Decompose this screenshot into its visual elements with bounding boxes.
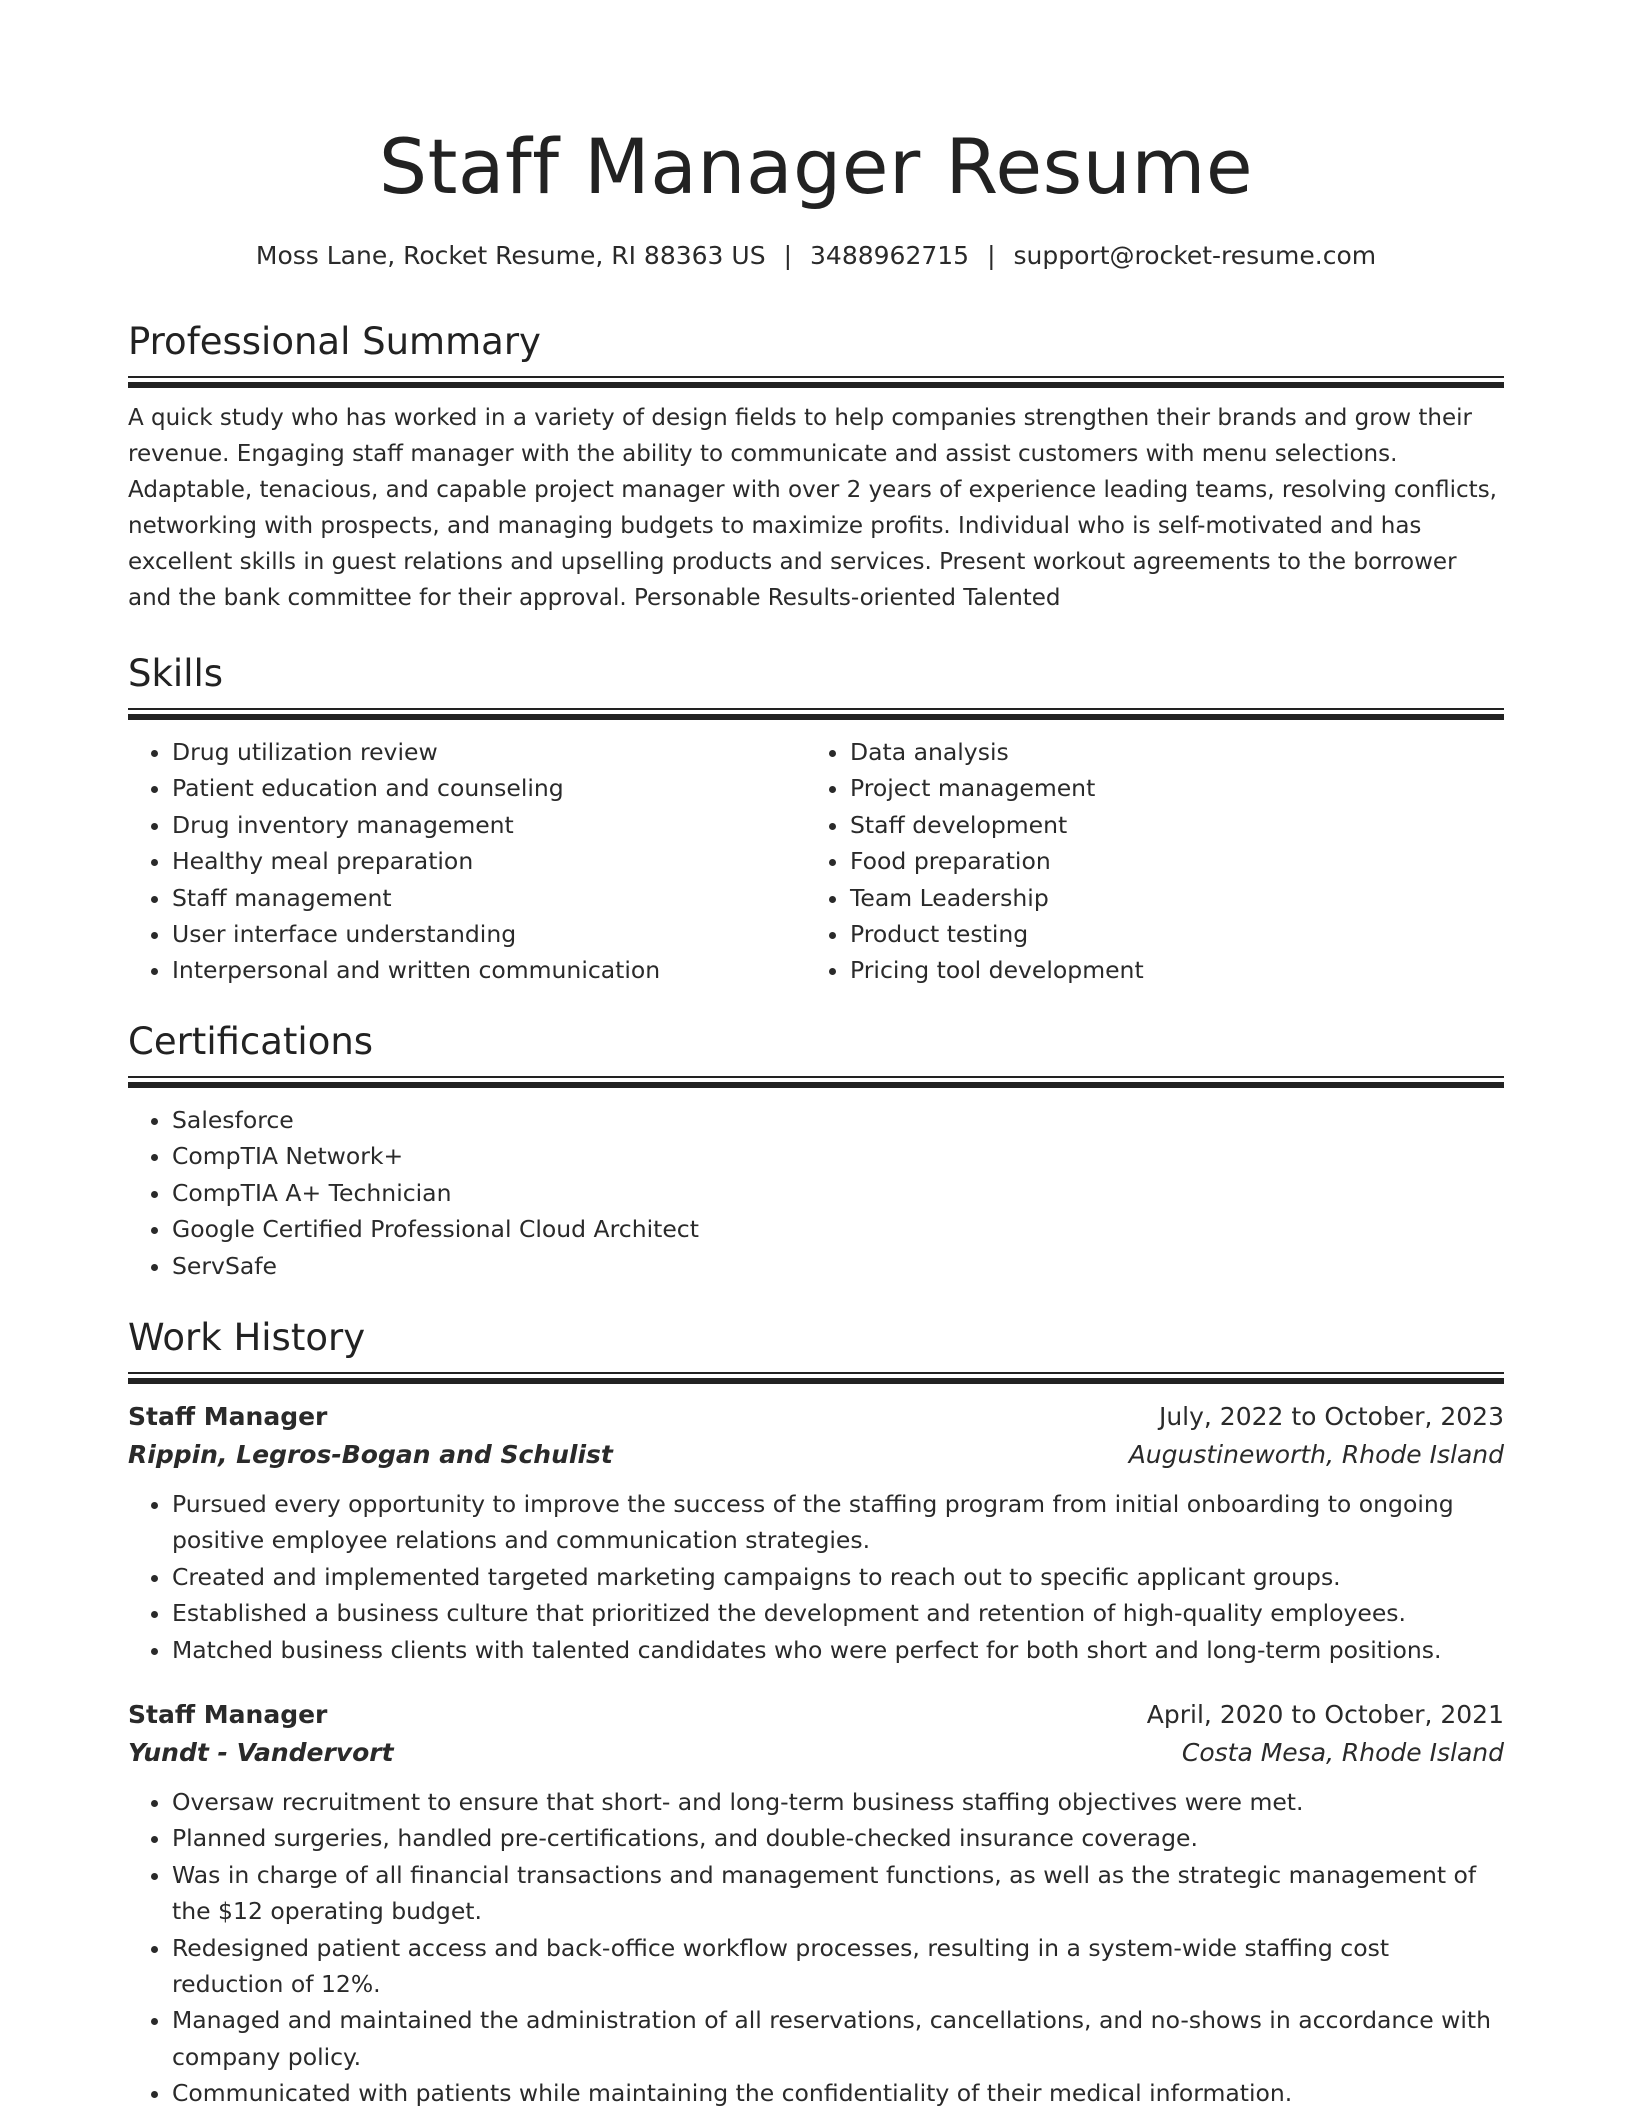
skills-heading: Skills: [128, 652, 224, 695]
skill-item: • Interpersonal and written communication: [172, 952, 806, 988]
certifications-section: [128, 1018, 1504, 1284]
certification-item: • CompTIA Network+: [172, 1138, 1504, 1174]
summary-section: [128, 318, 1504, 616]
contact-separator: |: [987, 241, 996, 270]
job-title: Staff Manager: [128, 1700, 328, 1730]
resume-title: Staff Manager Resume: [378, 122, 1254, 211]
skill-item: • Pricing tool development: [850, 952, 1484, 988]
skill-item: • Staff development: [850, 807, 1484, 843]
contact-separator: |: [783, 241, 793, 270]
section-divider: [128, 1372, 1504, 1384]
contact-line: [128, 240, 1504, 272]
job-bullet: • Matched business clients with talented candidates who were perfect for both short and long-term positions.: [172, 1632, 1504, 1668]
skills-list-right: [806, 734, 1484, 989]
summary-heading: Professional Summary: [128, 320, 541, 363]
section-divider: [128, 1076, 1504, 1088]
skill-item: • Product testing: [850, 916, 1484, 952]
job-bullet: • Established a business culture that prioritized the development and retention of high-quality employees.: [172, 1595, 1504, 1631]
skill-item: • Project management: [850, 770, 1484, 806]
job-dates: April, 2020 to October, 2021: [1146, 1700, 1504, 1730]
contact-phone: 3488962715: [810, 241, 970, 270]
job-entry: [128, 1696, 1504, 2112]
skill-item: • Team Leadership: [850, 880, 1484, 916]
contact-address: Moss Lane, Rocket Resume, RI 88363 US: [255, 241, 766, 270]
job-location: Costa Mesa, Rhode Island: [1181, 1738, 1504, 1768]
job-bullet: • Communicated with patients while maintaining the confidentiality of their medical information.: [172, 2075, 1504, 2111]
job-bullet: • Planned surgeries, handled pre-certifications, and double-checked insurance coverage.: [172, 1820, 1504, 1856]
summary-text: A quick study who has worked in a variety of design fields to help companies strengthen their brands and grow their revenue. Engaging staff manager with the ability to communicate and assist customers with menu selections. Adaptable, tenacious, and capable project manager with over 2 years of experience leading teams, resolving conflicts, networking with prospects, and managing budgets to maximize profits. Individual who is self-motivated and has excellent skills in guest relations and upselling products and services. Present workout agreements to the borrower and the bank committee for their approval. Personable Results-oriented Talented: [128, 405, 1497, 611]
certifications-heading: Certifications: [128, 1020, 374, 1063]
job-company: Rippin, Legros-Bogan and Schulist: [128, 1440, 613, 1469]
job-bullet: • Created and implemented targeted marketing campaigns to reach out to specific applicant groups.: [172, 1559, 1504, 1595]
job-bullet: • Pursued every opportunity to improve the success of the staffing program from initial onboarding to ongoing positive employee relations and communication strategies.: [172, 1486, 1504, 1559]
certification-item: • CompTIA A+ Technician: [172, 1175, 1504, 1211]
certification-item: • Salesforce: [172, 1102, 1504, 1138]
job-bullet: • Oversaw recruitment to ensure that short- and long-term business staffing objectives were met.: [172, 1784, 1504, 1820]
contact-email: support@rocket-resume.com: [1013, 241, 1377, 270]
job-bullet: • Redesigned patient access and back-office workflow processes, resulting in a system-wide staffing cost reduction of 12%.: [172, 1930, 1504, 2003]
work-history-heading: Work History: [128, 1316, 366, 1359]
section-divider: [128, 708, 1504, 720]
skill-item: • Drug inventory management: [172, 807, 806, 843]
skill-item: • Food preparation: [850, 843, 1484, 879]
job-location: Augustineworth, Rhode Island: [1128, 1440, 1504, 1469]
skills-columns: [128, 734, 1504, 989]
job-company: Yundt - Vandervort: [128, 1738, 394, 1768]
skill-item: • User interface understanding: [172, 916, 806, 952]
skill-item: • Healthy meal preparation: [172, 843, 806, 879]
certification-item: • ServSafe: [172, 1248, 1504, 1284]
skill-item: • Drug utilization review: [172, 734, 806, 770]
job-bullet: • Was in charge of all financial transactions and management functions, as well as the strategic management of the $12 operating budget.: [172, 1857, 1504, 1930]
certification-item: • Google Certified Professional Cloud Architect: [172, 1211, 1504, 1247]
job-dates: July, 2022 to October, 2023: [1158, 1402, 1504, 1431]
skills-section: [128, 650, 1504, 989]
skill-item: • Data analysis: [850, 734, 1484, 770]
job-title: Staff Manager: [128, 1402, 328, 1431]
skill-item: • Patient education and counseling: [172, 770, 806, 806]
skill-item: • Staff management: [172, 880, 806, 916]
job-bullet: • Managed and maintained the administration of all reservations, cancellations, and no-shows in accordance with company policy.: [172, 2002, 1504, 2075]
section-divider: [128, 376, 1504, 388]
job-bullets: [128, 1784, 1504, 2112]
certifications-list: [128, 1102, 1504, 1284]
job-bullets: [128, 1486, 1504, 1668]
work-history-section: [128, 1314, 1504, 2112]
job-entry: [128, 1398, 1504, 1668]
skills-list-left: [128, 734, 806, 989]
